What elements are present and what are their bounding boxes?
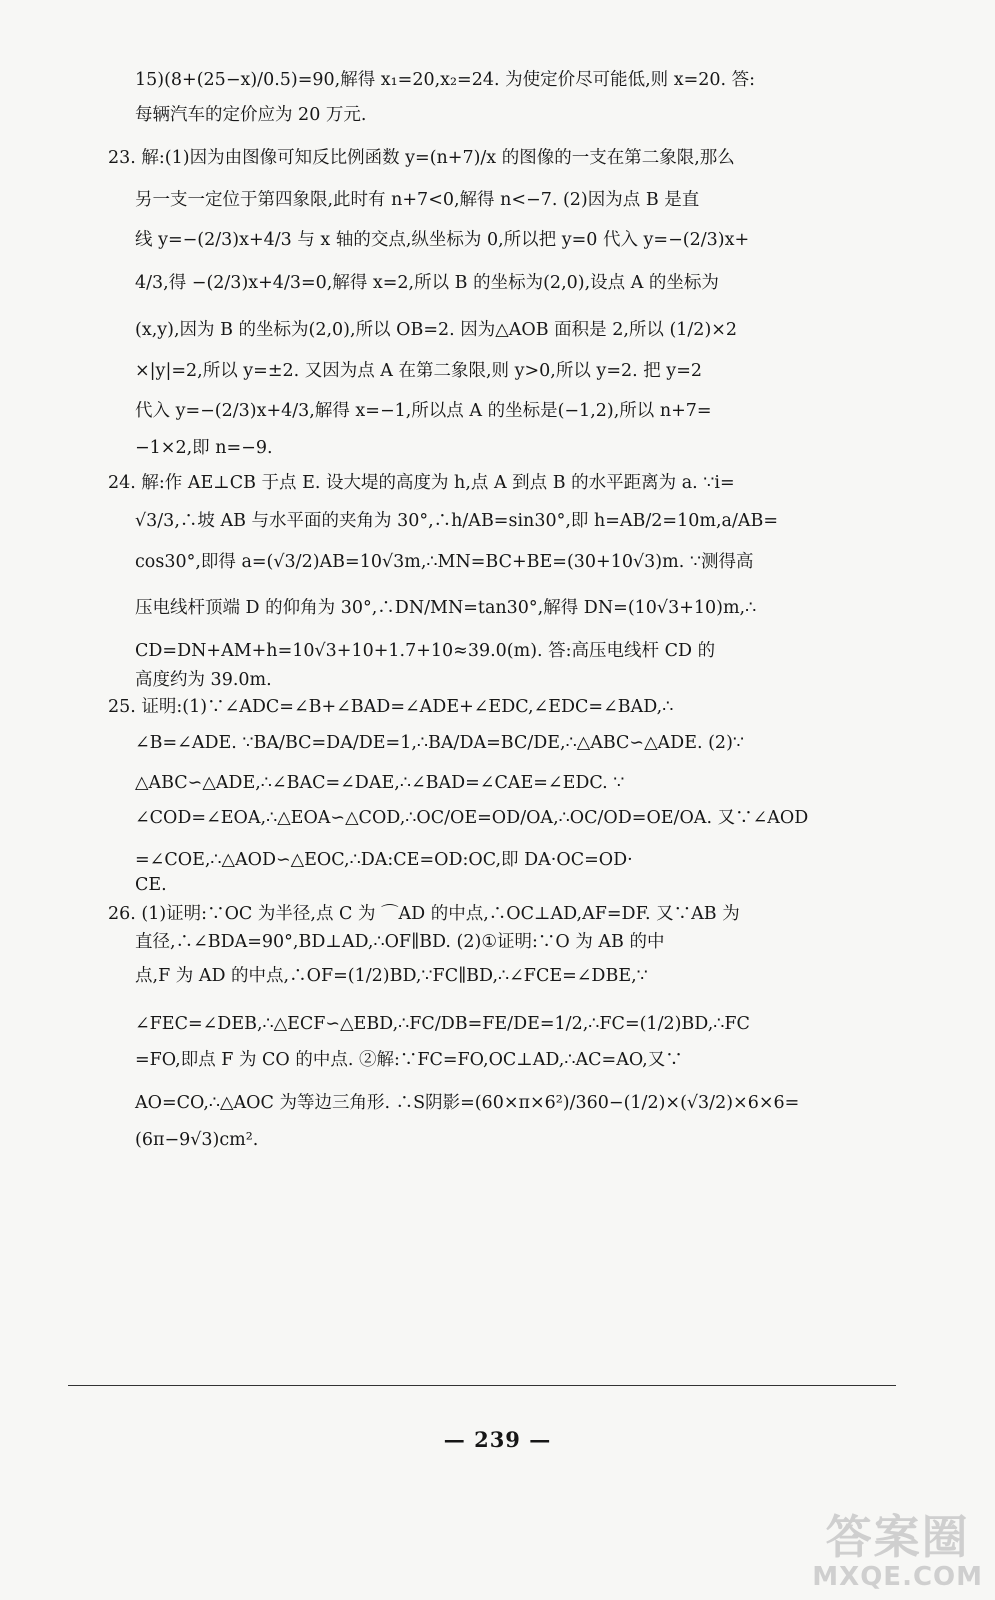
text-line: 4/3,得 −(2/3)x+4/3=0,解得 x=2,所以 B 的坐标为(2,0),设点 A 的坐标为 xyxy=(135,273,719,293)
page-number: — 239 — xyxy=(443,1427,552,1452)
problem-25-line: 25. 证明:(1)∵∠ADC=∠B+∠BAD=∠ADE+∠EDC,∠EDC=∠BAD,∴ xyxy=(108,697,674,717)
text-line: 另一支一定位于第四象限,此时有 n+7<0,解得 n<−7. (2)因为点 B 是直 xyxy=(135,190,700,210)
text-line: ×|y|=2,所以 y=±2. 又因为点 A 在第二象限,则 y>0,所以 y=2. 把 y=2 xyxy=(135,361,702,381)
text-line: 压电线杆顶端 D 的仰角为 30°,∴DN/MN=tan30°,解得 DN=(10√3+10)m,∴ xyxy=(135,598,757,618)
text-line: =FO,即点 F 为 CO 的中点. ②解:∵FC=FO,OC⊥AD,∴AC=AO,又∵ xyxy=(135,1050,683,1070)
problem-26-line: 26. (1)证明:∵OC 为半径,点 C 为 ⌒AD 的中点,∴OC⊥AD,AF=DF. 又∵AB 为 xyxy=(108,904,740,924)
text-line: △ABC∽△ADE,∴∠BAC=∠DAE,∴∠BAD=∠CAE=∠EDC. ∵ xyxy=(135,773,625,793)
text-line: √3/3,∴坡 AB 与水平面的夹角为 30°,∴h/AB=sin30°,即 h=AB/2=10m,a/AB= xyxy=(135,511,779,531)
text-line: ∠B=∠ADE. ∵BA/BC=DA/DE=1,∴BA/DA=BC/DE,∴△ABC∽△ADE. (2)∵ xyxy=(135,733,745,753)
text-line: CE. xyxy=(135,875,167,895)
footer-divider xyxy=(68,1385,896,1386)
text-line: (x,y),因为 B 的坐标为(2,0),所以 OB=2. 因为△AOB 面积是 2,所以 (1/2)×2 xyxy=(135,320,738,340)
watermark-logo xyxy=(812,1510,983,1592)
problem-23-line: 23. 解:(1)因为由图像可知反比例函数 y=(n+7)/x 的图像的一支在第二象限,那么 xyxy=(108,148,735,168)
watermark-url: MXQE.COM xyxy=(812,1562,983,1592)
text-line: =∠COE,∴△AOD∽△EOC,∴DA:CE=OD:OC,即 DA·OC=OD· xyxy=(135,850,633,870)
text-line: 代入 y=−(2/3)x+4/3,解得 x=−1,所以点 A 的坐标是(−1,2),所以 n+7= xyxy=(135,401,712,421)
text-line: cos30°,即得 a=(√3/2)AB=10√3m,∴MN=BC+BE=(30+10√3)m. ∵测得高 xyxy=(135,552,754,572)
text-line: 直径,∴∠BDA=90°,BD⊥AD,∴OF∥BD. (2)①证明:∵O 为 AB 的中 xyxy=(135,932,665,952)
text-line: 15)(8+(25−x)/0.5)=90,解得 x₁=20,x₂=24. 为使定价尽可能低,则 x=20. 答: xyxy=(135,70,756,90)
problem-24-line: 24. 解:作 AE⊥CB 于点 E. 设大堤的高度为 h,点 A 到点 B 的水平距离为 a. ∵i= xyxy=(108,473,735,493)
text-line: 每辆汽车的定价应为 20 万元. xyxy=(135,105,367,125)
text-line: ∠FEC=∠DEB,∴△ECF∽△EBD,∴FC/DB=FE/DE=1/2,∴FC=(1/2)BD,∴FC xyxy=(135,1014,750,1034)
text-line: 线 y=−(2/3)x+4/3 与 x 轴的交点,纵坐标为 0,所以把 y=0 代入 y=−(2/3)x+ xyxy=(135,230,750,250)
text-line: ∠COD=∠EOA,∴△EOA∽△COD,∴OC/OE=OD/OA,∴OC/OD=OE/OA. 又∵∠AOD xyxy=(135,808,809,828)
text-line: AO=CO,∴△AOC 为等边三角形. ∴S阴影=(60×π×6²)/360−(1/2)×(√3/2)×6×6= xyxy=(135,1093,800,1113)
watermark-text: 答案圈 xyxy=(825,1510,970,1564)
text-line: 点,F 为 AD 的中点,∴OF=(1/2)BD,∵FC∥BD,∴∠FCE=∠DBE,∵ xyxy=(135,966,648,986)
text-line: CD=DN+AM+h=10√3+10+1.7+10≈39.0(m). 答:高压电线杆 CD 的 xyxy=(135,641,716,661)
text-line: 高度约为 39.0m. xyxy=(135,670,272,690)
text-line: (6π−9√3)cm². xyxy=(135,1130,259,1150)
text-line: −1×2,即 n=−9. xyxy=(135,438,273,458)
